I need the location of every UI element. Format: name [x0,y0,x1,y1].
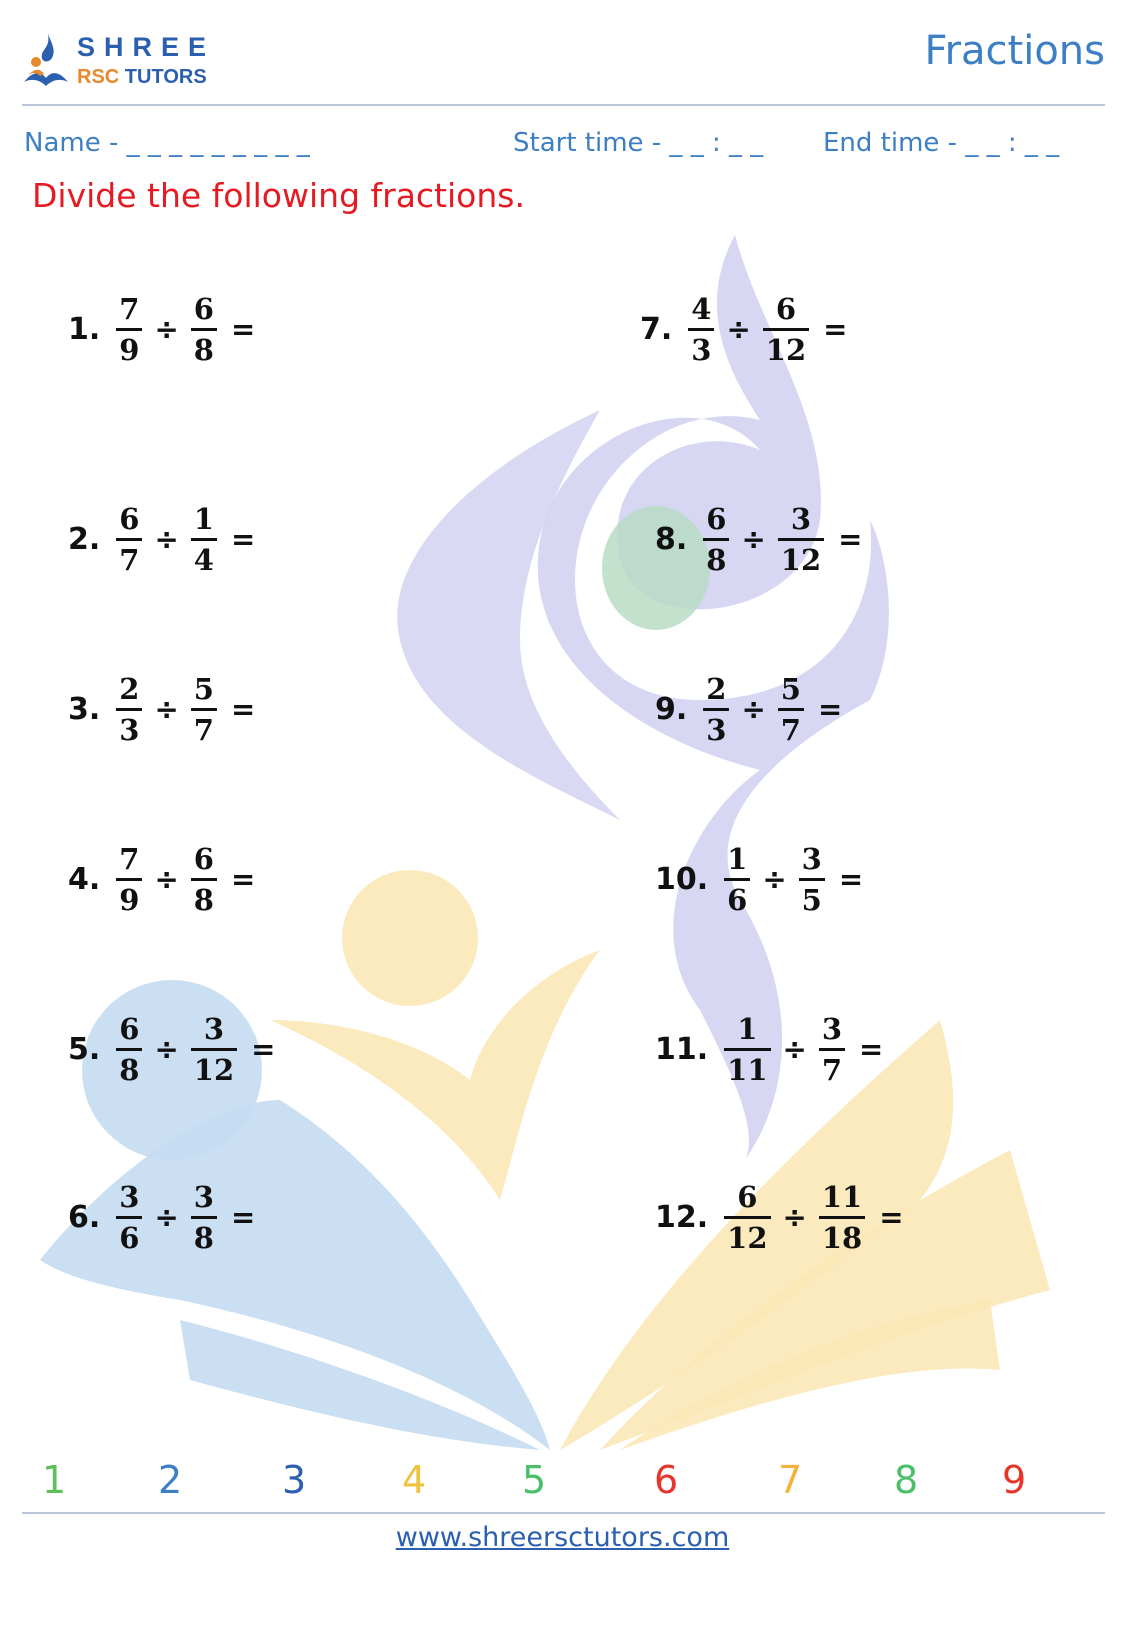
divisor-fraction [191,1178,217,1257]
divisor-fraction [778,670,804,749]
divide-sign: ÷ [782,1200,807,1234]
problem-5 [68,1004,275,1094]
denominator: 6 [119,1220,140,1255]
denominator: 7 [119,542,140,577]
problem-number: 9. [655,691,688,727]
numerator: 3 [203,1011,225,1046]
divide-sign: ÷ [154,1032,179,1066]
dividend-fraction [724,1010,770,1089]
problem-8 [655,494,862,584]
numerator: 6 [193,291,214,326]
numerator: 6 [737,1179,758,1214]
dividend-fraction [116,1178,142,1257]
divide-sign: ÷ [154,312,179,346]
problem-number: 6. [68,1199,101,1235]
divide-sign: ÷ [726,312,751,346]
problem-number: 2. [68,521,101,557]
divide-sign: ÷ [782,1032,807,1066]
equals-sign: = [230,692,256,726]
equals-sign: = [879,1200,904,1234]
denominator: 7 [821,1052,843,1087]
problem-6 [68,1172,255,1262]
page-title: Fractions [924,28,1105,74]
numerator: 5 [193,671,214,706]
decorative-digit-1: 1 [42,1458,67,1502]
dividend-fraction [703,670,729,749]
divisor-fraction [763,290,809,369]
equals-sign: = [817,692,843,726]
header-divider [22,104,1105,106]
numerator: 3 [119,1179,140,1214]
numerator: 1 [193,501,214,536]
dividend-fraction [116,290,142,369]
dividend-fraction [724,1178,770,1257]
website-link[interactable]: www.shreersctutors.com [395,1522,730,1553]
denominator: 8 [193,882,214,917]
denominator: 12 [765,332,807,367]
book-flame-logo-icon [22,32,70,92]
divisor-fraction [819,1010,845,1089]
dividend-fraction [116,840,142,919]
denominator: 8 [193,332,214,367]
numerator: 1 [727,841,748,876]
denominator: 4 [193,542,214,577]
divisor-fraction [191,290,217,369]
divide-sign: ÷ [154,862,179,896]
numerator: 5 [780,671,801,706]
numerator: 4 [691,291,712,326]
denominator: 8 [706,542,727,577]
equals-sign: = [230,862,256,896]
problem-number: 12. [655,1199,709,1235]
digit-row [0,1458,1125,1518]
divide-sign: ÷ [154,522,179,556]
start-time-field[interactable]: Start time - _ _ : _ _ [513,128,764,158]
denominator: 3 [691,332,712,367]
dividend-fraction [116,670,142,749]
divisor-fraction [191,670,217,749]
denominator: 3 [119,712,140,747]
numerator: 6 [193,841,214,876]
divide-sign: ÷ [154,692,179,726]
dividend-fraction [116,1010,142,1089]
equals-sign: = [230,522,256,556]
denominator: 5 [801,882,822,917]
divisor-fraction [778,500,824,579]
problem-number: 3. [68,691,101,727]
problem-12 [655,1172,904,1262]
numerator: 3 [193,1179,214,1214]
denominator: 12 [727,1220,768,1255]
decorative-digit-3: 3 [282,1458,307,1502]
divisor-fraction [191,1010,237,1089]
problem-number: 10. [655,861,709,897]
numerator: 1 [737,1011,758,1046]
denominator: 9 [119,332,140,367]
decorative-digit-8: 8 [894,1458,919,1502]
equals-sign: = [823,312,848,346]
numerator: 3 [821,1011,843,1046]
header [22,28,1105,108]
dividend-fraction [116,500,142,579]
denominator: 7 [193,712,214,747]
divide-sign: ÷ [762,862,787,896]
divide-sign: ÷ [741,522,766,556]
numerator: 7 [119,841,140,876]
logo-text-shree: SHREE [77,32,216,62]
divide-sign: ÷ [741,692,766,726]
divisor-fraction [191,840,217,919]
footer-divider [22,1512,1105,1514]
denominator: 8 [119,1052,140,1087]
denominator: 8 [193,1220,214,1255]
problem-number: 11. [655,1031,709,1067]
decorative-digit-9: 9 [1002,1458,1027,1502]
divisor-fraction [819,1178,865,1257]
numerator: 6 [119,1011,140,1046]
problem-number: 5. [68,1031,101,1067]
decorative-digit-6: 6 [654,1458,679,1502]
numerator: 6 [706,501,727,536]
end-time-field[interactable]: End time - _ _ : _ _ [823,128,1060,158]
numerator: 7 [119,291,140,326]
decorative-digit-2: 2 [158,1458,183,1502]
equals-sign: = [838,862,864,896]
numerator: 2 [119,671,140,706]
divisor-fraction [799,840,825,919]
equals-sign: = [251,1032,276,1066]
problem-7 [640,284,847,374]
denominator: 7 [780,712,801,747]
problem-1 [68,284,255,374]
dividend-fraction [703,500,729,579]
problem-2 [68,494,255,584]
logo-text-rsc-tutors: RSC TUTORS [77,66,207,88]
problem-number: 8. [655,521,688,557]
equals-sign: = [230,312,256,346]
instruction-text: Divide the following fractions. [32,176,525,215]
decorative-digit-5: 5 [522,1458,547,1502]
denominator: 9 [119,882,140,917]
problem-4 [68,834,255,924]
problem-10 [655,834,863,924]
problem-number: 4. [68,861,101,897]
numerator: 3 [801,841,822,876]
equals-sign: = [230,1200,256,1234]
problem-number: 1. [68,311,101,347]
denominator: 6 [727,882,748,917]
equals-sign: = [838,522,863,556]
dividend-fraction [724,840,750,919]
numerator: 6 [119,501,140,536]
problem-number: 7. [640,311,673,347]
numerator: 2 [706,671,727,706]
numerator: 6 [775,291,797,326]
numerator: 3 [790,501,812,536]
name-field[interactable]: Name - _ _ _ _ _ _ _ _ _ [24,128,310,158]
divide-sign: ÷ [154,1200,179,1234]
denominator: 12 [193,1052,235,1087]
logo [22,28,252,98]
equals-sign: = [859,1032,884,1066]
numerator: 11 [821,1179,863,1214]
dividend-fraction [688,290,714,369]
divisor-fraction [191,500,217,579]
decorative-digit-7: 7 [778,1458,803,1502]
denominator: 12 [780,542,822,577]
denominator: 3 [706,712,727,747]
problem-3 [68,664,255,754]
problem-11 [655,1004,883,1094]
problem-9 [655,664,842,754]
decorative-digit-4: 4 [402,1458,427,1502]
denominator: 18 [821,1220,863,1255]
denominator: 11 [727,1052,768,1087]
